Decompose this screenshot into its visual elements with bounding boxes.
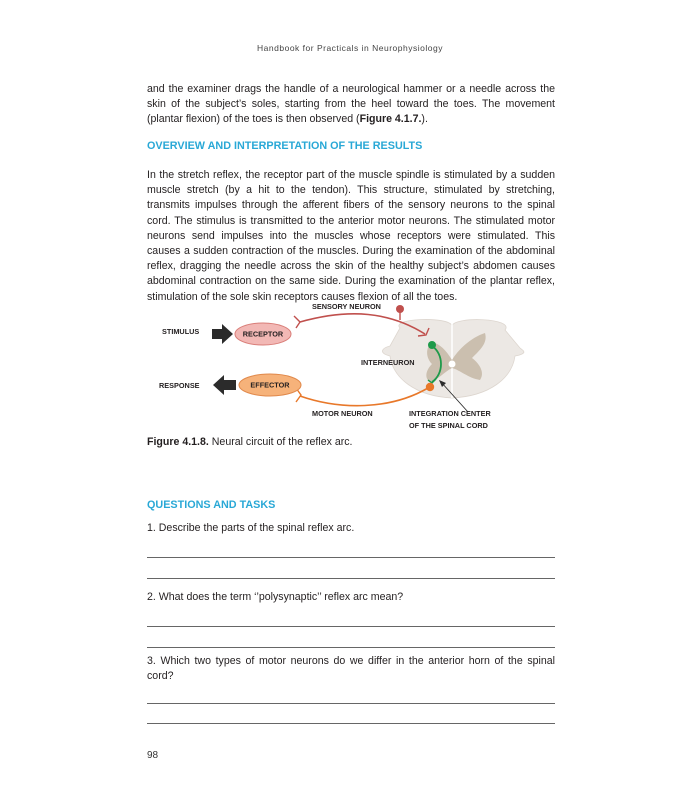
- paragraph-interpretation: In the stretch reflex, the receptor part of the muscle spindle is stimulated by a sudden muscle stretch (by a hit to the tendon). This structure, stimulated by stretching, transmits impulses through the afferent fibers of the sensory neurons to the spinal cord. The stimulus is transmitted to the anterior motor neurons. The stimulated motor neurons send impulses into the muscles whose receptors were stimulated. This causes a sudden contraction of the muscles. During the examination of the abdominal reflex, dragging the needle across the skin of the healthy subject’s abdomen causes abdominal contraction on the same side. During the examination of the plantar reflex, stimulation of the sole skin receptors causes flexion of all the toes.: [147, 169, 555, 303]
- motor-neuron-label: MOTOR NEURON: [312, 409, 373, 418]
- motor-neuron-axon: [300, 388, 428, 406]
- paragraph-text-end: ).: [421, 113, 428, 126]
- interneuron-cell-body-icon: [428, 341, 436, 349]
- receptor-label: RECEPTOR: [242, 329, 284, 339]
- question-1: 1. Describe the parts of the spinal reflex arc.: [147, 522, 355, 534]
- reflex-arc-figure: [150, 298, 530, 433]
- paragraph-intro: [147, 82, 555, 128]
- answer-line[interactable]: [147, 626, 555, 627]
- effector-label: EFFECTOR: [250, 380, 290, 390]
- answer-line[interactable]: [147, 703, 555, 704]
- question-3: 3. Which two types of motor neurons do we differ in the anterior horn of the spinal cord?: [147, 655, 555, 683]
- question-2: 2. What does the term ‘’polysynaptic’’ reflex arc mean?: [147, 591, 404, 603]
- sensory-neuron-cell-body-icon: [396, 305, 404, 313]
- response-arrow-icon: [213, 375, 236, 395]
- sensory-neuron-label: SENSORY NEURON: [312, 302, 381, 311]
- response-label: RESPONSE: [159, 381, 200, 390]
- motor-neuron-cell-body-icon: [426, 383, 434, 391]
- paragraph-text: and the examiner drags the handle of a neurological hammer or a needle across the skin of the subject’s soles, starting from the heel toward the toes. The movement (plantar flexion) of the toes is then observed (: [147, 83, 555, 126]
- section-heading-overview: OVERVIEW AND INTERPRETATION OF THE RESULTS: [147, 140, 423, 152]
- answer-line[interactable]: [147, 723, 555, 724]
- answer-line[interactable]: [147, 578, 555, 579]
- answer-line[interactable]: [147, 647, 555, 648]
- figure-caption-text: Neural circuit of the reflex arc.: [208, 436, 353, 448]
- figure-caption: [147, 436, 353, 448]
- section-heading-questions: QUESTIONS AND TASKS: [147, 499, 276, 511]
- running-head: Handbook for Practicals in Neurophysiology: [257, 43, 443, 53]
- integration-center-label-2: OF THE SPINAL CORD: [409, 421, 488, 430]
- integration-center-label: INTEGRATION CENTER: [409, 409, 491, 418]
- page-number: 98: [147, 750, 159, 761]
- figure-caption-ref: Figure 4.1.8.: [147, 436, 209, 448]
- stimulus-arrow-icon: [212, 324, 233, 344]
- interneuron-label: INTERNEURON: [361, 358, 415, 367]
- figure-reference: Figure 4.1.7.: [359, 113, 422, 126]
- stimulus-label: STIMULUS: [162, 327, 200, 336]
- answer-line[interactable]: [147, 557, 555, 558]
